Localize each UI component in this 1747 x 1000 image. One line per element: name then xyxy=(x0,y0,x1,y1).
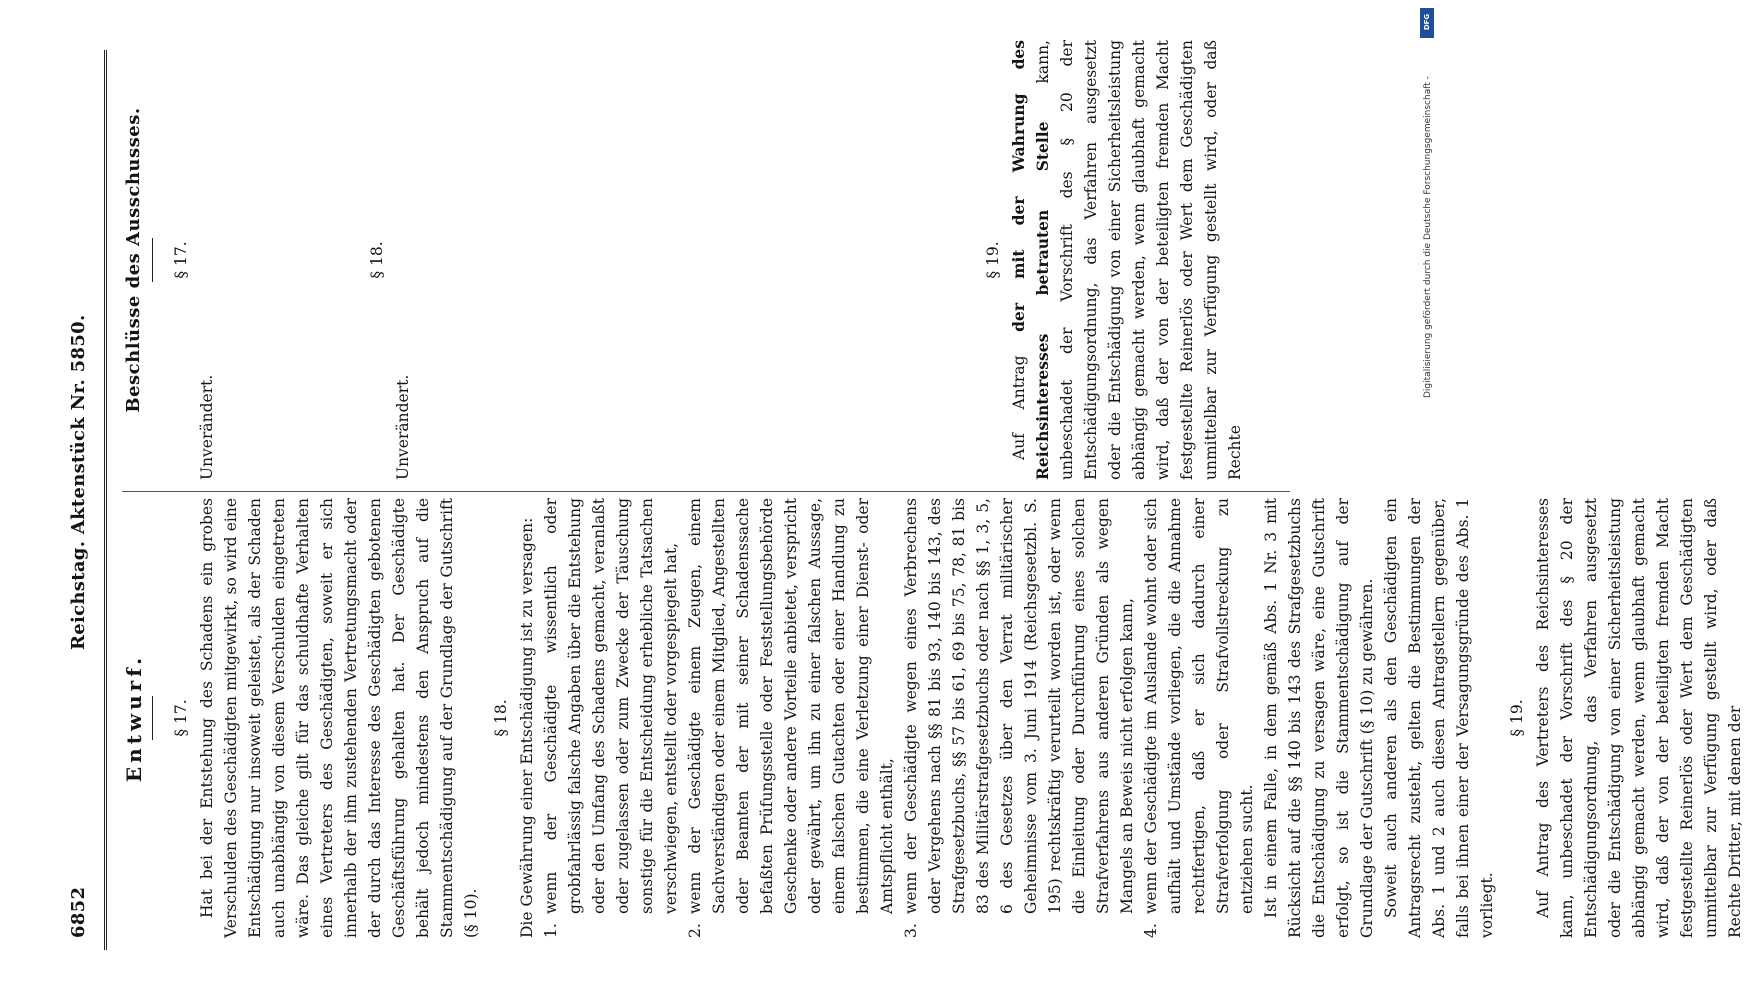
paragraph: Auf Antrag des Vertreters des Reichsinteresses kann, unbeschadet der Vorschrift des § 20 der Entschädigungsordnung, das Verfahren ausgesetzt oder die Entschädigung von einer Sicherheitsleistung abhängig gemacht werden, wenn glaubhaft gemacht wird, daß der von der beteiligten fremden Macht festgestellte Reinerlös oder Wert dem Geschädigten unmittelbar zur Verfügung gestellt wird, oder daß Rechte Dritter, mit denen der xyxy=(1534,498,1744,938)
list-text: wenn der Geschädigte wegen eines Verbrechens oder Vergehens nach §§ 81 bis 93, 140 bis 143, des Strafgesetzbuchs, §§ 57 bis 61, 69 bis 75, 78, 81 bis 83 des Militärstrafgesetzbuchs oder nach §§ 1, 3, 5, 6 des Gesetzes über den Verrat militärischer Geheimnisse vom 3. Juni 1914 (Reichsgesetzbl. S. 195) rechtskräftig verurteilt worden ist, oder wenn die Einleitung oder Durchführung eines solchen Strafverfahrens aus anderen Gründen als wegen Mangels an Beweis nicht erfolgen kann, xyxy=(902,498,1136,914)
section-heading: § 18. xyxy=(368,241,386,279)
dfg-logo: DFG xyxy=(1420,8,1434,38)
list-item xyxy=(899,498,1139,938)
digitization-credit xyxy=(1418,8,1438,408)
paragraph: Ist in einem Falle, in dem gemäß Abs. 1 Nr. 3 mit Rücksicht auf die §§ 140 bis 143 des Strafgesetzbuchs die Entschädigung zu versagen wäre, eine Gutschrift erfolgt, so ist die Stammentschädigung auf der Grundlage der Gutschrift (§ 10) zu gewähren. xyxy=(1262,498,1376,938)
credit-text: Digitalisierung gefördert durch die Deutsche Forschungsgemeinschaft - xyxy=(1423,76,1433,398)
list-item xyxy=(539,498,683,938)
column-divider xyxy=(122,491,1290,492)
list-item xyxy=(1139,498,1259,938)
paragraph: Hat bei der Entstehung des Schadens ein grobes Verschulden des Geschädigten mitgewirkt, so wird eine Entschädigung nur insoweit geleistet, als der Schaden auch unabhängig von diesem Verschulden eingetreten wäre. Das gleiche gilt für das schuldhafte Verhalten eines Vertreters des Geschädigten, soweit er sich innerhalb der ihm zustehenden Vertretungsmacht oder der durch das Interesse des Geschädigten gebotenen Geschäftsführung gehalten hat. Der Geschädigte behält jedoch mindestens den Anspruch auf die Stammentschädigung auf der Grundlage der Gutschrift (§ 10). xyxy=(198,498,480,938)
paragraph: Soweit auch anderen als den Geschädigten ein Antragsrecht zusteht, gelten die Bestimmungen der Abs. 1 und 2 auch diesen Antragstellern gegenüber, falls bei ihnen einer der Versagungsgründe des Abs. 1 vorliegt. xyxy=(1382,498,1496,938)
right-column-committee xyxy=(122,40,1247,480)
unchanged-note: Unverändert. xyxy=(198,374,216,480)
title-rule xyxy=(152,238,153,282)
list-text: wenn der Geschädigte wissentlich oder grobfahrlässig falsche Angaben über die Entstehung oder den Umfang des Schadens gemacht, veranlaßt oder zugelassen oder zum Zwecke der Täuschung sonstige für die Entscheidung erhebliche Tatsachen verschwiegen, entstellt oder vorgespiegelt hat, xyxy=(542,498,680,914)
text-run: Auf Antrag xyxy=(1010,355,1028,460)
section-heading: § 19. xyxy=(984,241,1002,279)
paragraph xyxy=(1007,40,1247,480)
page-number: 6852 xyxy=(68,886,89,938)
right-column-title: Beschlüsse des Ausschusses. xyxy=(123,107,144,413)
section-heading: § 17. xyxy=(172,699,190,737)
running-header: Reichstag. Aktenstück Nr. 5850. xyxy=(68,314,89,650)
list-number: 3. xyxy=(902,923,920,938)
list-text: wenn der Geschädigte einem Zeugen, einem Sachverständigen oder einem Mitglied, Angestellten oder Beamten der mit seiner Schadenssache befaßten Prüfungsstelle oder Feststellungsbehörde Geschenke oder andere Vorteile anbietet, verspricht oder gewährt, um ihn zu einer falschen Aussage, einem falschen Gutachten oder einer Handlung zu bestimmen, die eine Verletzung einer Dienst- oder Amtspflicht enthält, xyxy=(686,498,896,914)
list-item xyxy=(683,498,899,938)
text-run: kann, unbeschadet der Vorschrift des § 20 der Entschädigungsordnung, das Verfahren ausgesetzt oder die Entschädigung von einer Sicherheitsleistung abhängig gemacht werden, wenn glaubhaft gemacht wird, daß der von der beteiligten fremden Macht festgestellte Reinerlös oder Wert dem Geschädigten unmittelbar zur Verfügung gestellt wird, oder daß Rechte xyxy=(1034,40,1244,480)
section-heading: § 17. xyxy=(172,241,190,279)
list-number: 2. xyxy=(686,923,704,938)
list-number: 4. xyxy=(1142,923,1160,938)
left-column-draft xyxy=(122,498,1747,938)
section-heading: § 19. xyxy=(1508,699,1526,737)
list-number: 1. xyxy=(542,923,560,938)
header-rule xyxy=(104,50,107,950)
list-text: wenn der Geschädigte im Auslande wohnt oder sich aufhält und Umstände vorliegen, die die Annahme rechtfertigen, daß er sich dadurch einer Strafverfolgung oder Strafvollstreckung zu entziehen sucht. xyxy=(1142,498,1256,914)
emphasized-amendment: der mit der Wahrung des Reichsinteresses betrauten Stelle xyxy=(1009,40,1052,480)
section-heading: § 18. xyxy=(492,699,510,737)
title-rule xyxy=(152,696,153,740)
paragraph: Die Gewährung einer Entschädigung ist zu versagen: xyxy=(518,517,536,938)
unchanged-note: Unverändert. xyxy=(394,374,412,480)
left-column-title: Entwurf. xyxy=(122,653,146,783)
